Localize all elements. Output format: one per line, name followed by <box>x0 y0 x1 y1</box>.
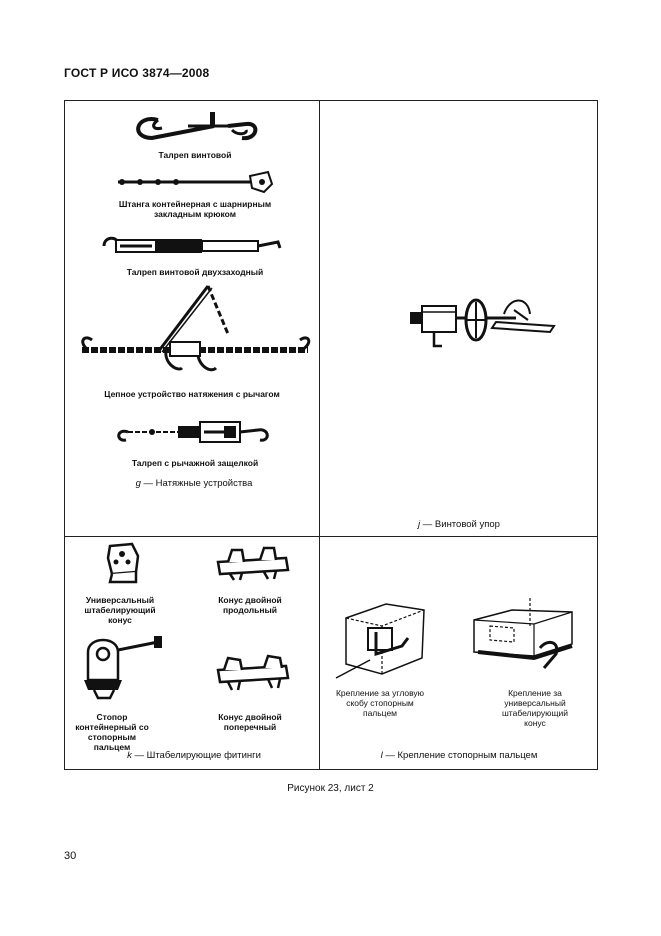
item-label-container-bar: Штанга контейнерная с шарнирным закладным крюком <box>118 199 272 219</box>
panel-l-caption-text: — Крепление стопорным пальцем <box>385 750 538 761</box>
double-cone-transverse-drawing <box>212 656 292 692</box>
panel-k-caption <box>74 750 314 761</box>
panel-g-caption-text: — Натяжные устройства <box>143 478 253 489</box>
container-stopper-drawing <box>80 632 170 700</box>
container-bar-drawing <box>114 168 274 196</box>
chain-tensioner-drawing <box>78 284 318 384</box>
panel-k-letter: k <box>127 750 132 761</box>
document-header: ГОСТ Р ИСО 3874—2008 <box>64 66 210 80</box>
item-label-double-turnbuckle: Талреп винтовой двухзаходный <box>126 267 264 277</box>
item-label-corner-fitting: Крепление за угловую скобу стопорным пальцем <box>335 688 425 718</box>
item-label-double-cone-longitudinal: Конус двойной продольный <box>218 595 282 615</box>
horizontal-divider <box>64 536 598 537</box>
item-label-universal-cone: Универсальный штабелирующий конус <box>84 595 156 625</box>
panel-l-caption <box>334 750 584 761</box>
panel-l-letter: l <box>380 750 383 761</box>
universal-stacking-cone-drawing <box>102 542 142 586</box>
panel-k-caption-text: — Штабелирующие фитинги <box>134 750 261 761</box>
universal-cone-pin-drawing <box>468 598 578 682</box>
item-label-chain-tensioner: Цепное устройство натяжения с рычагом <box>104 389 280 399</box>
item-label-lever-latch-turnbuckle: Талреп с рычажной защелкой <box>131 458 259 468</box>
page-number: 30 <box>64 850 77 862</box>
item-label-universal-cone-fixing: Крепление за универсальный штабелирующий конус <box>501 688 569 728</box>
panel-j-letter: j <box>418 519 421 530</box>
screw-stop-drawing <box>404 292 564 356</box>
figure-caption: Рисунок 23, лист 2 <box>287 783 374 794</box>
panel-g-letter: g <box>135 478 141 489</box>
panel-j-caption <box>334 519 584 530</box>
double-turnbuckle-drawing <box>100 234 284 258</box>
double-cone-longitudinal-drawing <box>212 548 292 582</box>
vertical-divider <box>319 100 320 770</box>
screw-turnbuckle-drawing <box>128 110 268 146</box>
item-label-screw-turnbuckle: Талреп винтовой <box>158 150 232 160</box>
panel-g-caption <box>84 478 304 489</box>
item-label-double-cone-transverse: Конус двойной поперечный <box>218 712 282 732</box>
lever-latch-turnbuckle-drawing <box>114 418 274 448</box>
item-label-container-stopper: Стопор контейнерный со стопорным пальцем <box>75 712 149 752</box>
panel-j-caption-text: — Винтовой упор <box>422 519 500 530</box>
corner-fitting-pin-drawing <box>336 598 432 682</box>
